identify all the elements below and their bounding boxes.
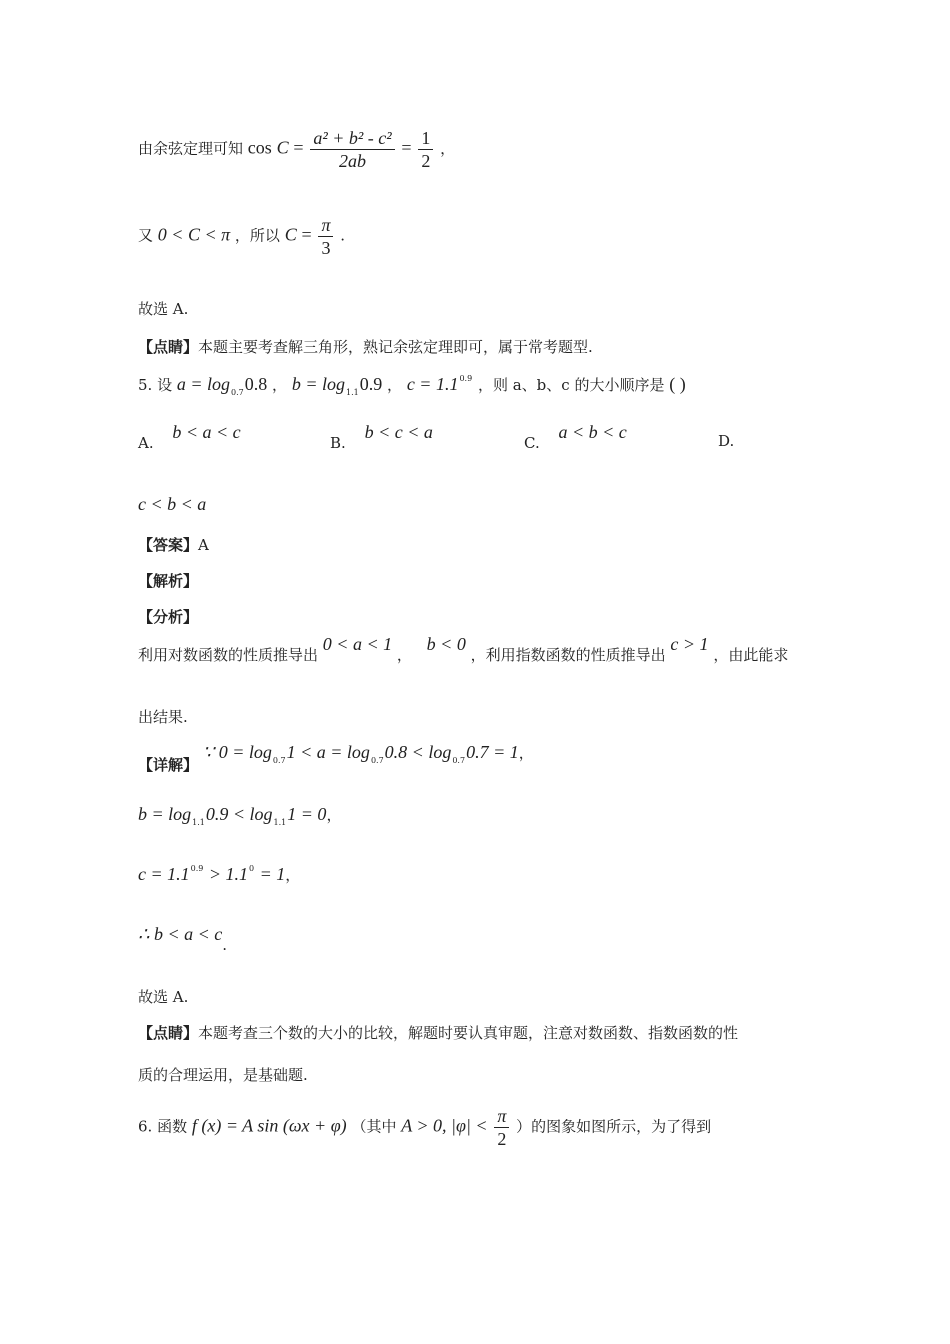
choose-a-line-2: 故选 A. xyxy=(138,988,189,1006)
choose-a-line: 故选 A. xyxy=(138,300,189,318)
option-a[interactable]: A. b < a < c xyxy=(138,422,241,452)
fraction-pi-third: $\frac{\pi}{3}$ xyxy=(318,215,333,258)
fraction-half: $\frac{1}{2}$ xyxy=(418,128,433,171)
detail-line-4: ∴ b < a < c. xyxy=(138,924,228,954)
question-6: 6. 函数 f (x) = A sin (ωx + φ) （其中 A > 0, |φ| < $\frac{\pi}{2}$ ）的图象如图所示，为了得到 xyxy=(138,1106,712,1149)
angle-range-line: 又 0 < C < π ，所以 C = $\frac{\pi}{3}$ . xyxy=(138,215,346,258)
dianjing-2-line-1: 【点睛】本题考查三个数的大小的比较，解题时要认真审题，注意对数函数、指数函数的性 xyxy=(138,1024,739,1042)
jiexi-heading: 【解析】 xyxy=(138,572,199,590)
option-d-expr: c < b < a xyxy=(138,494,207,514)
dianjing-2-line-2: 质的合理运用，是基础题. xyxy=(138,1066,308,1084)
answer-line: 【答案】A xyxy=(138,536,209,554)
detail-line-2: $b = \log_{1.1}0.9 < \log_{1.1}1 = 0$， xyxy=(138,804,342,827)
detail-line-1: 【详解】 ∵ $0 = \log_{0.7}1 < a = \log_{0.7}0.8 < \log_{0.7}0.7 = 1$， xyxy=(138,742,534,774)
fraction-pi-half: $\frac{\pi}{2}$ xyxy=(494,1106,509,1149)
law-of-cosines-line: 由余弦定理可知 cos C = $\frac{\text{a² + b² - c²}}{2ab}$ = $\frac{1}{2}$ ， xyxy=(138,128,456,171)
analysis-line-2: 出结果. xyxy=(138,708,188,726)
option-d[interactable]: D. xyxy=(718,432,735,450)
analysis-line-1: 利用对数函数的性质推导出 0 < a < 1 ， b < 0 ，利用指数函数的性质推导出 c > 1 ，由此能求 xyxy=(138,634,789,664)
fenxi-heading: 【分析】 xyxy=(138,608,199,626)
fraction-cos: $\frac{\text{a² + b² - c²}}{2ab}$ xyxy=(310,128,394,171)
dianjing-1: 【点睛】本题主要考查解三角形，熟记余弦定理即可，属于常考题型. xyxy=(138,338,593,356)
option-b[interactable]: B. b < c < a xyxy=(330,422,433,452)
detail-line-3: $c = 1.1^{0.9} > 1.1^0 = 1$， xyxy=(138,864,301,884)
question-5: 5. 设 $a = \log_{0.7}0.8$ ， $b = \log_{1.1}0.9$ ， $c = 1.1^{0.9}$ ，则 a、b、c 的大小顺序是 ( ) xyxy=(138,374,686,397)
option-c[interactable]: C. a < b < c xyxy=(524,422,627,452)
